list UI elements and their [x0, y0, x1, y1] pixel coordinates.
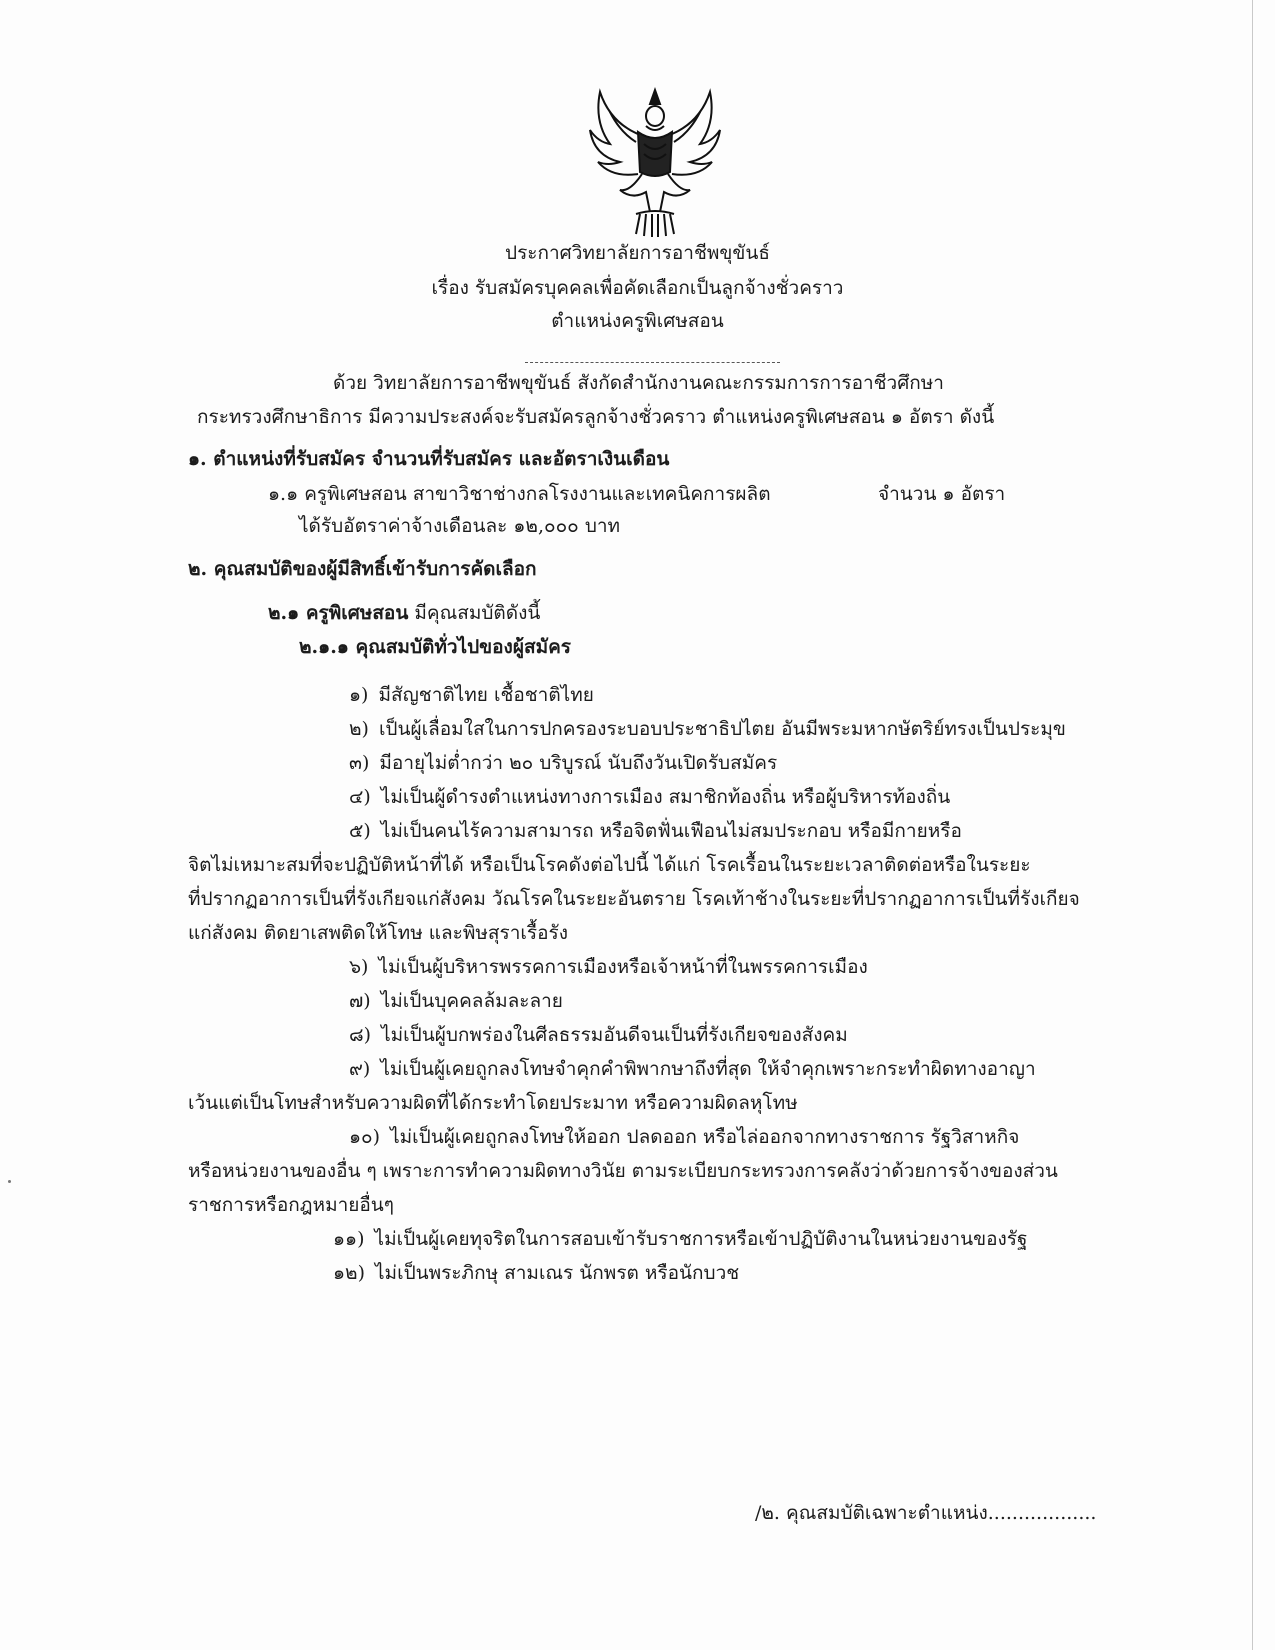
list-item-continuation: แก่สังคม ติดยาเสพติดให้โทษ และพิษสุราเรื้อรัง [188, 922, 568, 944]
section-1-heading: ๑. ตำแหน่งที่รับสมัคร จำนวนที่รับสมัคร และอัตราเงินเดือน [188, 448, 670, 470]
list-item: ๑๐) ไม่เป็นผู้เคยถูกลงโทษให้ออก ปลดออก หรือไล่ออกจากทางราชการ รัฐวิสาหกิจ [349, 1126, 1020, 1148]
section-2-heading: ๒. คุณสมบัติของผู้มีสิทธิ์เข้ารับการคัดเลือก [188, 558, 537, 580]
list-item: ๕) ไม่เป็นคนไร้ความสามารถ หรือจิตฟั่นเฟือนไม่สมประกอบ หรือมีกายหรือ [349, 820, 962, 842]
list-item-continuation: ราชการหรือกฎหมายอื่นๆ [188, 1194, 395, 1216]
list-item: ๗) ไม่เป็นบุคคลล้มละลาย [349, 990, 563, 1012]
list-item-continuation: เว้นแต่เป็นโทษสำหรับความผิดที่ได้กระทำโดยประมาท หรือความผิดลหุโทษ [188, 1092, 798, 1114]
list-item-continuation: หรือหน่วยงานของอื่น ๆ เพราะการทำความผิดทางวินัย ตามระเบียบกระทรวงการคลังว่าด้วยการจ้างของส่วน [188, 1160, 1058, 1182]
intro-line-2: กระทรวงศึกษาธิการ มีความประสงค์จะรับสมัครลูกจ้างชั่วคราว ตำแหน่งครูพิเศษสอน ๑ อัตรา ดังนี้ [197, 406, 995, 428]
list-item: ๑๑) ไม่เป็นผู้เคยทุจริตในการสอบเข้ารับราชการหรือเข้าปฏิบัติงานในหน่วยงานของรัฐ [333, 1228, 1028, 1250]
section-1-count: จำนวน ๑ อัตรา [878, 483, 1006, 505]
divider-rule [525, 362, 780, 363]
announcement-position: ตำแหน่งครูพิเศษสอน [551, 310, 724, 332]
garuda-emblem-icon [580, 82, 730, 242]
list-item: ๔) ไม่เป็นผู้ดำรงตำแหน่งทางการเมือง สมาชิกท้องถิ่น หรือผู้บริหารท้องถิ่น [349, 786, 951, 808]
section-1-salary: ได้รับอัตราค่าจ้างเดือนละ ๑๒,๐๐๐ บาท [299, 515, 621, 537]
section-1-item: ๑.๑ ครูพิเศษสอน สาขาวิชาช่างกลโรงงานและเทคนิคการผลิต [268, 483, 771, 505]
intro-line-1: ด้วย วิทยาลัยการอาชีพขุขันธ์ สังกัดสำนักงานคณะกรรมการการอาชีวศึกษา [333, 372, 944, 394]
scan-speck [8, 1180, 11, 1183]
list-item: ๑๒) ไม่เป็นพระภิกษุ สามเณร นักพรต หรือนักบวช [333, 1262, 740, 1284]
announcement-subject: เรื่อง รับสมัครบุคคลเพื่อคัดเลือกเป็นลูกจ้างชั่วคราว [431, 277, 844, 299]
list-item: ๙) ไม่เป็นผู้เคยถูกลงโทษจำคุกคำพิพากษาถึงที่สุด ให้จำคุกเพราะกระทำผิดทางอาญา [349, 1058, 1036, 1080]
list-item-continuation: จิตไม่เหมาะสมที่จะปฏิบัติหน้าที่ได้ หรือเป็นโรคดังต่อไปนี้ ได้แก่ โรคเรื้อนในระยะเวลาติดต่อหรือในระยะ [188, 854, 1031, 876]
section-2-1-title: ๒.๑ ครูพิเศษสอน [268, 602, 409, 624]
section-2-1-1-heading: ๒.๑.๑ คุณสมบัติทั่วไปของผู้สมัคร [299, 636, 572, 658]
list-item: ๑) มีสัญชาติไทย เชื้อชาติไทย [349, 684, 594, 706]
list-item-continuation: ที่ปรากฏอาการเป็นที่รังเกียจแก่สังคม วัณโรคในระยะอันตราย โรคเท้าช้างในระยะที่ปรากฏอาการเป็นที่รังเกียจ [188, 888, 1080, 910]
section-2-1-rest: มีคุณสมบัติดังนี้ [408, 602, 541, 624]
continuation-note: /๒. คุณสมบัติเฉพาะตำแหน่ง.................. [755, 1502, 1097, 1524]
announcement-title: ประกาศวิทยาลัยการอาชีพขุขันธ์ [505, 242, 770, 264]
list-item: ๖) ไม่เป็นผู้บริหารพรรคการเมืองหรือเจ้าหน้าที่ในพรรคการเมือง [349, 956, 868, 978]
list-item: ๘) ไม่เป็นผู้บกพร่องในศีลธรรมอันดีจนเป็นที่รังเกียจของสังคม [349, 1024, 848, 1046]
section-2-1 [268, 604, 540, 623]
list-item: ๓) มีอายุไม่ต่ำกว่า ๒๐ บริบูรณ์ นับถึงวันเปิดรับสมัคร [349, 752, 778, 774]
list-item: ๒) เป็นผู้เลื่อมใสในการปกครองระบอบประชาธิปไตย อันมีพระมหากษัตริย์ทรงเป็นประมุข [349, 718, 1066, 740]
